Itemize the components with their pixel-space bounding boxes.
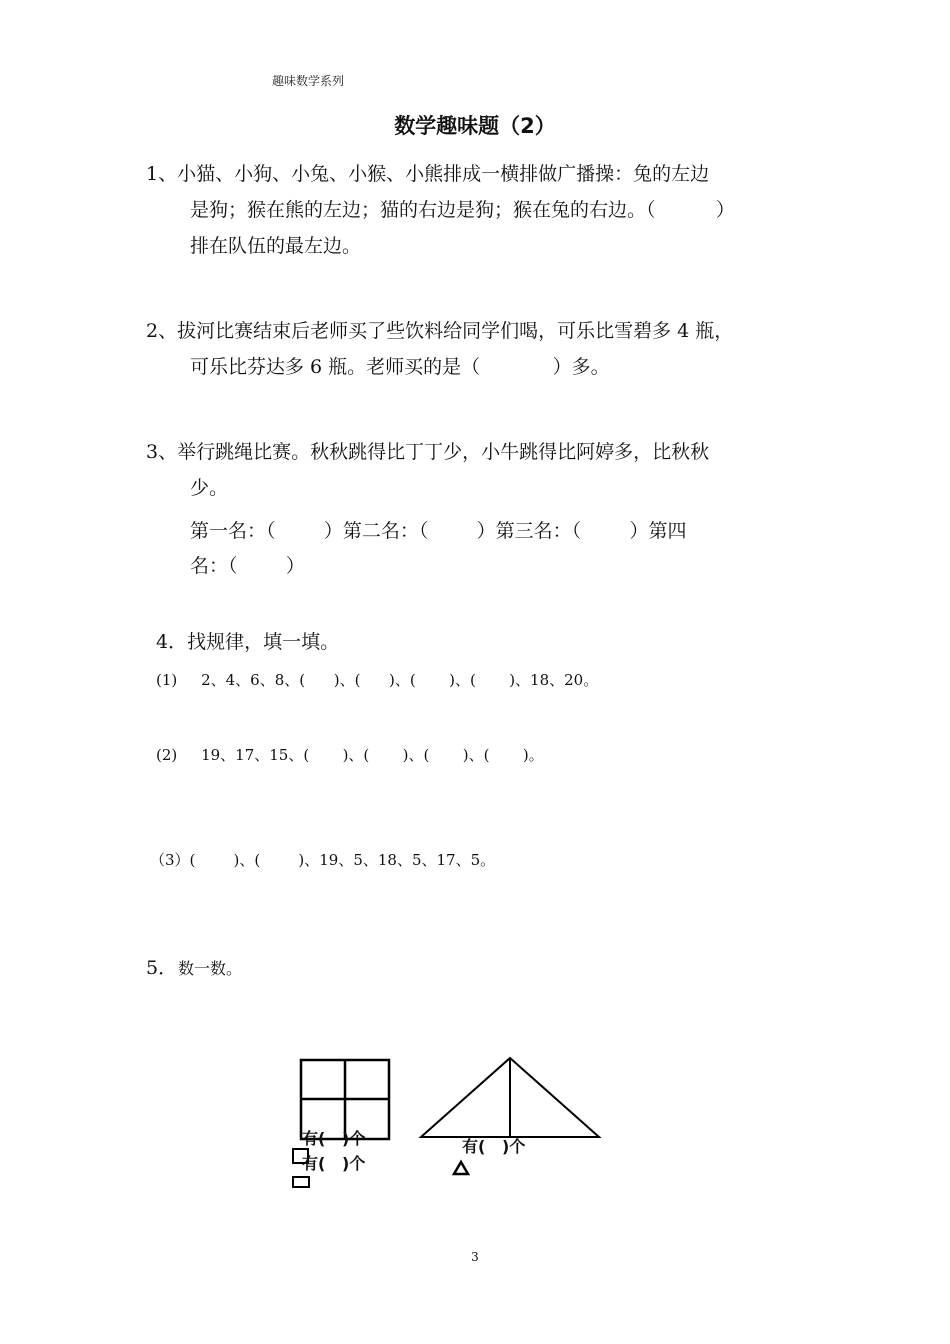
page-title: 数学趣味题（2） <box>394 114 556 138</box>
q4-title: 4．找规律，填一填。 <box>156 631 340 653</box>
q5-title: 数一数。 <box>178 959 243 978</box>
q5-number: 5． <box>146 957 178 979</box>
q3-line2: 少。 <box>190 477 229 499</box>
rectangle-count-label: 有( )个 <box>302 1154 366 1173</box>
triangle-icon <box>454 1162 468 1174</box>
rectangle-icon <box>293 1177 309 1187</box>
triangle-shape <box>421 1058 599 1137</box>
q4-part1: (1) 2、4、6、8、( )、( )、( )、( )、18、20。 <box>156 671 599 689</box>
q2-line2: 可乐比芬达多 6 瓶。老师买的是（ ）多。 <box>190 356 610 378</box>
q3-line4: 名：（ ） <box>190 555 305 577</box>
q1-line1: 1、小猫、小狗、小兔、小猴、小熊排成一横排做广播操：兔的左边 <box>146 163 710 185</box>
q3-line3: 第一名：（ ）第二名：（ ）第三名：（ ）第四 <box>190 520 687 542</box>
counting-figure <box>272 1035 592 1173</box>
q1-line3: 排在队伍的最左边。 <box>190 235 362 257</box>
q2-line1: 2、拔河比赛结束后老师买了些饮料给同学们喝，可乐比雪碧多 4 瓶， <box>146 320 734 342</box>
series-header: 趣味数学系列 <box>272 74 345 88</box>
square-count-label: 有( )个 <box>302 1129 366 1148</box>
q3-line1: 3、举行跳绳比赛。秋秋跳得比丁丁少，小牛跳得比阿婷多，比秋秋 <box>146 441 710 463</box>
q4-part3: （3）( )、( )、19、5、18、5、17、5。 <box>150 851 496 869</box>
page-number: 3 <box>471 1250 479 1264</box>
q1-line2: 是狗；猴在熊的左边；猫的右边是狗；猴在兔的右边。（ ） <box>190 199 735 221</box>
q4-part2: (2) 19、17、15、( )、( )、( )、( )。 <box>156 746 544 764</box>
triangle-count-label: 有( )个 <box>462 1137 526 1156</box>
